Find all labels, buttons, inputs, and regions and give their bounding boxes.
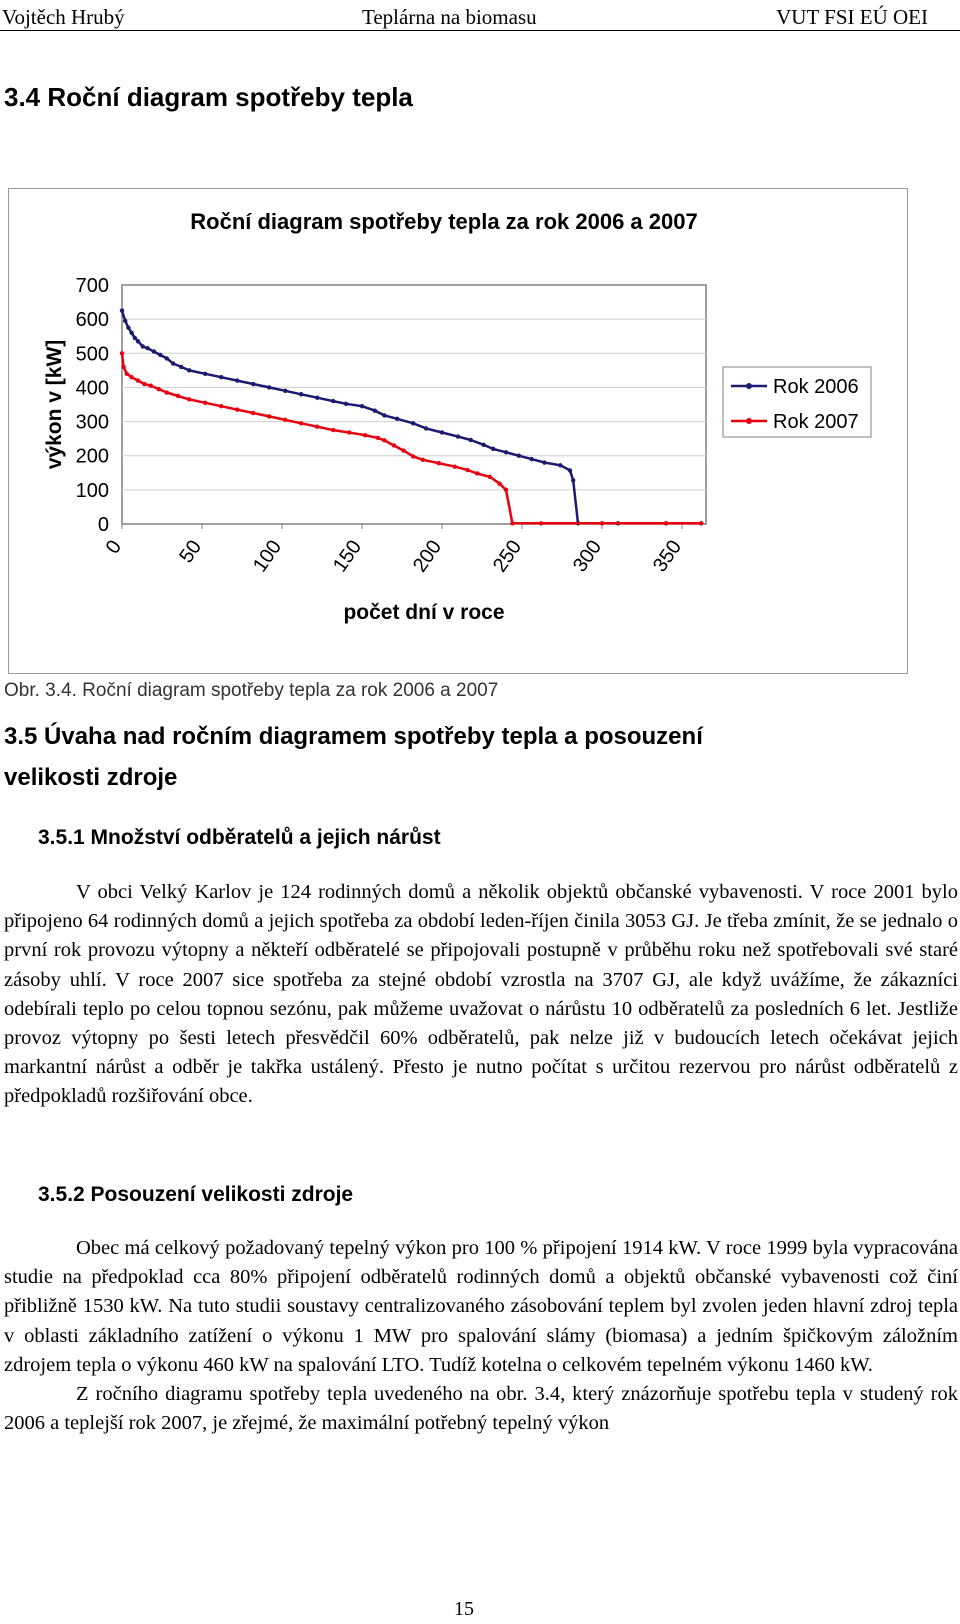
data-point [120, 351, 124, 355]
data-point [529, 457, 533, 461]
data-point [120, 308, 124, 312]
data-point [203, 401, 207, 405]
x-tick-label: 50 [175, 536, 207, 568]
data-point [125, 372, 129, 376]
data-point [145, 346, 149, 350]
data-point [488, 475, 492, 479]
data-point [141, 344, 145, 348]
data-point [176, 394, 180, 398]
data-point [267, 385, 271, 389]
data-point [267, 414, 271, 418]
data-point [165, 390, 169, 394]
data-point [187, 397, 191, 401]
data-point [558, 463, 562, 467]
header-institution: VUT FSI EÚ OEI [776, 5, 928, 29]
data-point [158, 353, 162, 357]
y-tick-label: 300 [75, 411, 109, 434]
data-point [382, 413, 386, 417]
legend-swatch-marker [746, 418, 752, 424]
x-tick-label: 0 [101, 536, 127, 558]
data-point [440, 430, 444, 434]
data-point [453, 464, 457, 468]
section-3-5-1-text [4, 878, 958, 1112]
data-point [424, 426, 428, 430]
data-point [235, 378, 239, 382]
data-point [283, 418, 287, 422]
data-point [456, 434, 460, 438]
data-point [491, 447, 495, 451]
data-point [411, 421, 415, 425]
data-point [411, 454, 415, 458]
data-point [373, 408, 377, 412]
x-axis-label: počet dní v roce [343, 601, 505, 624]
data-point [469, 438, 473, 442]
data-point [517, 454, 521, 458]
data-point [235, 407, 239, 411]
data-point [142, 382, 146, 386]
section-3-5-1-heading: 3.5.1 Množství odběratelů a jejich nárůst [38, 826, 441, 849]
figure-caption: Obr. 3.4. Roční diagram spotřeby tepla za rok 2006 a 2007 [4, 680, 499, 701]
data-point [392, 443, 396, 447]
data-point [133, 336, 137, 340]
data-point [497, 482, 501, 486]
paragraph: Z ročního diagramu spotřeby tepla uvedeného na obr. 3.4, který znázorňuje spotřebu tepla v studený rok 2006 a teplejší rok 2007, je zřejmé, že maximální potřebný tepelný výkon [4, 1383, 958, 1435]
data-point [331, 399, 335, 403]
data-point [129, 331, 133, 335]
data-point [136, 378, 140, 382]
data-point [129, 375, 133, 379]
section-3-5-heading-line2: velikosti zdroje [4, 764, 178, 791]
x-tick-label: 250 [488, 536, 527, 577]
data-point [360, 404, 364, 408]
data-point [219, 404, 223, 408]
y-tick-label: 100 [75, 479, 109, 502]
data-point [347, 430, 351, 434]
data-point [299, 421, 303, 425]
page-number: 15 [454, 1598, 474, 1620]
y-tick-label: 700 [75, 275, 109, 297]
data-point [664, 521, 668, 525]
legend-swatch-marker [746, 383, 752, 389]
data-point [165, 356, 169, 360]
paragraph: V obci Velký Karlov je 124 rodinných domů a několik objektů občanské vybavenosti. V roce 2001 bylo připojeno 64 rodinných domů a jejich spotřeba za období leden-říjen činila 3053 GJ. Je třeba zmínit, že se jednalo o první rok provozu výtopny a někteří odběratelé se připojovali postupně v průběhu roku než spotřebovali své staré zásoby uhlí. V roce 2007 sice spotřeba za stejné období vzrostla na 3707 GJ, ale když uvážíme, že zákazníci odebírali teplo po celou topnou sezónu, pak můžeme uvažovat o nárůstu 10 odběratelů za posledních 6 let. Jestliže provoz výtopny po šesti letech přesvědčil 60% odběratelů, pak nelze již v budoucích letech očekávat jejich markantní nárůst a odběr je takřka ustálený. Přesto je nutno počítat s určitou rezervou pro nárůst odběratelů z předpokladů rozšiřování obce. [4, 881, 958, 1108]
data-point [123, 319, 127, 323]
x-tick-label: 350 [648, 536, 687, 577]
data-point [126, 325, 130, 329]
data-point [363, 433, 367, 437]
section-3-5-heading-line1: 3.5 Úvaha nad ročním diagramem spotřeby tepla a posouzení [4, 723, 703, 750]
y-tick-label: 400 [75, 377, 109, 400]
paragraph: Obec má celkový požadovaný tepelný výkon pro 100 % připojení 1914 kW. V roce 1999 byla vypracována studie na předpoklad cca 80% připojení odběratelů rodinných domů a objektů občanské vybavenosti což činí přibližně 1530 kW. Na tuto studii soustavy centralizovaného zásobování teplem byl zvolen jeden hlavní zdroj tepla v oblasti základního zatížení o výkonu 1 MW pro spalování slámy (biomasa) a jedním špičkovým záložním zdrojem tepla o výkonu 460 kW na spalování LTO. Tudíž kotelna o celkovém tepelném výkonu 1460 kW. [4, 1237, 958, 1376]
data-point [344, 402, 348, 406]
header-author: Vojtěch Hrubý [2, 5, 125, 29]
data-point [157, 387, 161, 391]
data-point [376, 436, 380, 440]
data-point [382, 438, 386, 442]
section-3-5-2-text [4, 1234, 958, 1438]
page-header [0, 4, 960, 31]
header-title: Teplárna na biomasu [362, 5, 537, 29]
data-point [315, 424, 319, 428]
data-point [465, 468, 469, 472]
heat-demand-chart [9, 189, 907, 673]
data-point [251, 411, 255, 415]
x-tick-label: 300 [568, 536, 607, 577]
figure-box [8, 188, 908, 674]
data-point [437, 461, 441, 465]
data-point [171, 361, 175, 365]
data-point [283, 389, 287, 393]
data-point [504, 488, 508, 492]
y-tick-label: 500 [75, 343, 109, 366]
data-point [568, 468, 572, 472]
x-tick-label: 100 [248, 536, 287, 577]
data-point [395, 417, 399, 421]
legend-label: Rok 2007 [773, 411, 859, 433]
y-tick-label: 200 [75, 445, 109, 468]
y-tick-label: 600 [75, 309, 109, 332]
data-point [179, 365, 183, 369]
x-tick-label: 150 [328, 536, 367, 577]
data-point [315, 395, 319, 399]
data-point [152, 349, 156, 353]
data-point [571, 478, 575, 482]
data-point [121, 365, 125, 369]
y-axis-label: výkon v [kW] [43, 339, 66, 470]
data-point [539, 521, 543, 525]
data-point [251, 382, 255, 386]
data-point [504, 450, 508, 454]
data-point [219, 375, 223, 379]
data-point [149, 384, 153, 388]
x-tick-label: 200 [408, 536, 447, 577]
data-point [421, 458, 425, 462]
data-point [331, 428, 335, 432]
section-3-4-heading: 3.4 Roční diagram spotřeby tepla [4, 82, 413, 112]
y-tick-label: 0 [97, 514, 109, 536]
chart-title: Roční diagram spotřeby tepla za rok 2006 a 2007 [190, 209, 698, 234]
section-3-5-2-heading: 3.5.2 Posouzení velikosti zdroje [38, 1183, 354, 1206]
data-point [475, 471, 479, 475]
legend-label: Rok 2006 [773, 376, 859, 398]
data-point [299, 392, 303, 396]
data-point [203, 372, 207, 376]
data-point [510, 521, 514, 525]
data-point [187, 368, 191, 372]
data-point [699, 521, 703, 525]
data-point [401, 448, 405, 452]
data-point [600, 521, 604, 525]
section-3-5-heading [4, 716, 703, 798]
data-point [481, 443, 485, 447]
data-point [542, 460, 546, 464]
data-point [136, 339, 140, 343]
